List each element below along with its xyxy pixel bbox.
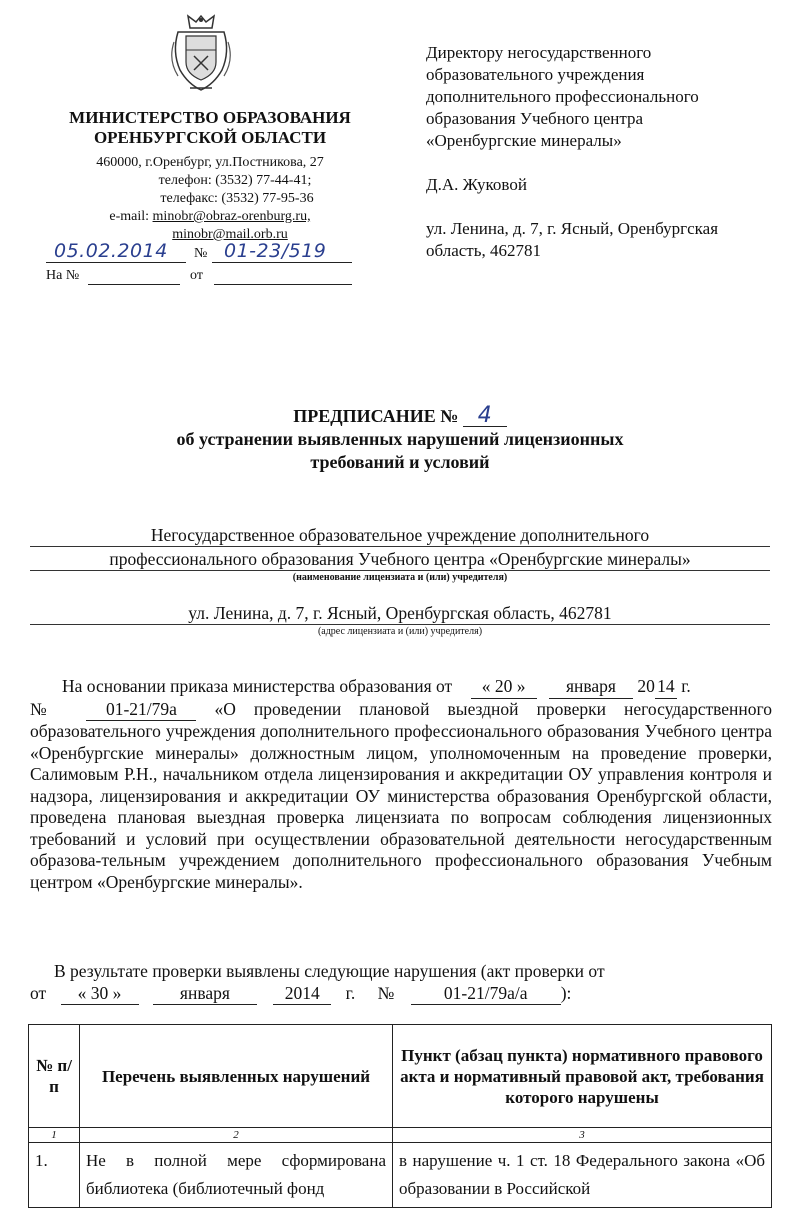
licensee-address-caption: (адрес лицензиата и (или) учредителя) [317, 626, 483, 637]
recipient-name: Д.А. Жуковой [426, 175, 527, 194]
prescription-number: 4 [463, 406, 507, 427]
title-line3: требований и условий [310, 452, 490, 472]
ministry-contacts [40, 154, 380, 244]
results-line2 [30, 982, 772, 1005]
registration-number: 01-23/519 [224, 240, 327, 262]
order-day: « 20 » [471, 676, 537, 699]
act-year: 2014 [273, 982, 331, 1005]
act-num-label: № [377, 983, 395, 1003]
ministry-phone: телефон: (3532) 77-44-41; [158, 173, 312, 188]
licensee-name-caption: (наименование лицензиата и (или) учредителя) [292, 572, 508, 583]
ministry-email-line1 [40, 208, 380, 226]
recipient-block [426, 42, 766, 262]
results-end: ): [560, 983, 572, 1003]
violations-table [28, 1024, 772, 1208]
ministry-name-line1: МИНИСТЕРСТВО ОБРАЗОВАНИЯ [69, 108, 351, 127]
row-number-cell: 1. [29, 1143, 80, 1208]
header-legal-act: Пункт (абзац пункта) нормативного правового акта и нормативный правовой акт, требования которого нарушены [393, 1025, 772, 1128]
email-label: e-mail: [109, 209, 150, 224]
order-year-g: г. [681, 676, 691, 696]
act-year-g: г. [345, 983, 356, 1003]
recipient-line2: образовательного учреждения [426, 65, 645, 84]
ministry-address: 460000, г.Оренбург, ул.Постникова, 27 [96, 155, 324, 170]
index-cell-1: 1 [29, 1128, 80, 1143]
title-line2: об устранении выявленных нарушений лицензионных [176, 429, 624, 449]
title-line1 [40, 405, 760, 428]
header-number: № п/п [29, 1025, 80, 1128]
act-number: 01-21/79а/а [411, 982, 561, 1005]
basis-paragraph [30, 676, 772, 893]
results-paragraph [30, 960, 772, 1005]
order-number: 01-21/79а [86, 699, 196, 722]
document-title [40, 405, 760, 474]
index-cell-2: 2 [80, 1128, 393, 1143]
ministry-fax: телефакс: (3532) 77-95-36 [160, 191, 314, 206]
ref-label: На № [46, 268, 80, 283]
order-month: января [549, 676, 633, 699]
recipient-line3: дополнительного профессионального [426, 87, 699, 106]
registration-date: 05.02.2014 [54, 240, 168, 262]
ref-num-blank [88, 284, 180, 285]
results-line1: В результате проверки выявлены следующие нарушения (акт проверки от [54, 961, 605, 981]
licensee-name-line2: профессионального образования Учебного центра «Оренбургские минералы» [109, 549, 691, 569]
table-header-row [29, 1025, 772, 1128]
email-link-2[interactable]: minobr@mail.orb.ru [172, 227, 288, 242]
recipient-line4: образования Учебного центра [426, 109, 644, 128]
licensee-underline1 [30, 546, 770, 547]
ref-date-blank [214, 284, 352, 285]
basis-text: «О проведении плановой выездной проверки негосударственного образовательного учреждения дополнительного профессионального образования Учебного центра «Оренбургские минералы» должностным лицом, уполномоченным на проведение проверки, Салимовым Р.Н., начальником отдела лицензирования и аккредитации ОУ управления контроля и надзора, лицензирования и аккредитации ОУ министерства образования Оренбургской области, проведена плановая выездная проверка лицензиата по вопросам соблюдения лицензионных требований и условий при осуществлении образовательной деятельности негосударственным образова-тельным учреждением дополнительного профессионального образования Учебным центром «Оренбургские минералы». [30, 698, 773, 892]
recipient-line1: Директору негосударственного [426, 43, 652, 62]
order-num-label: № [30, 698, 61, 719]
title-prefix: ПРЕДПИСАНИЕ № [293, 406, 459, 426]
index-cell-3: 3 [393, 1128, 772, 1143]
email-link-1[interactable]: minobr@obraz-orenburg.ru, [152, 209, 311, 224]
row-legal-act-cell: в нарушение ч. 1 ст. 18 Федерального закона «Об образовании в Российской [393, 1143, 772, 1208]
coat-of-arms-emblem [168, 12, 234, 96]
licensee-address-underline [30, 624, 770, 625]
row-violation-cell: Не в полной мере сформирована библиотека (библиотечный фонд [80, 1143, 393, 1208]
ministry-name [40, 108, 380, 148]
registration-stamp [46, 242, 356, 266]
act-month: января [153, 982, 257, 1005]
registration-num-label: № [194, 246, 208, 261]
act-day: « 30 » [61, 982, 139, 1005]
licensee-underline2 [30, 570, 770, 571]
table-row [29, 1143, 772, 1208]
licensee-name-line1: Негосударственное образовательное учреждение дополнительного [150, 525, 650, 545]
recipient-address-line2: область, 462781 [426, 241, 541, 260]
order-year-suffix: 14 [655, 676, 677, 699]
results-from: от [30, 983, 47, 1003]
table-index-row [29, 1128, 772, 1143]
licensee-address: ул. Ленина, д. 7, г. Ясный, Оренбургская область, 462781 [188, 603, 612, 623]
recipient-line5: «Оренбургские минералы» [426, 131, 622, 150]
reference-line [46, 268, 356, 290]
ref-from-label: от [190, 268, 203, 283]
ministry-name-line2: ОРЕНБУРГСКОЙ ОБЛАСТИ [93, 128, 327, 147]
recipient-address-line1: ул. Ленина, д. 7, г. Ясный, Оренбургская [426, 219, 719, 238]
order-year-prefix: 20 [637, 676, 655, 696]
basis-intro: На основании приказа министерства образования от [62, 676, 453, 696]
header-violations: Перечень выявленных нарушений [80, 1025, 393, 1128]
